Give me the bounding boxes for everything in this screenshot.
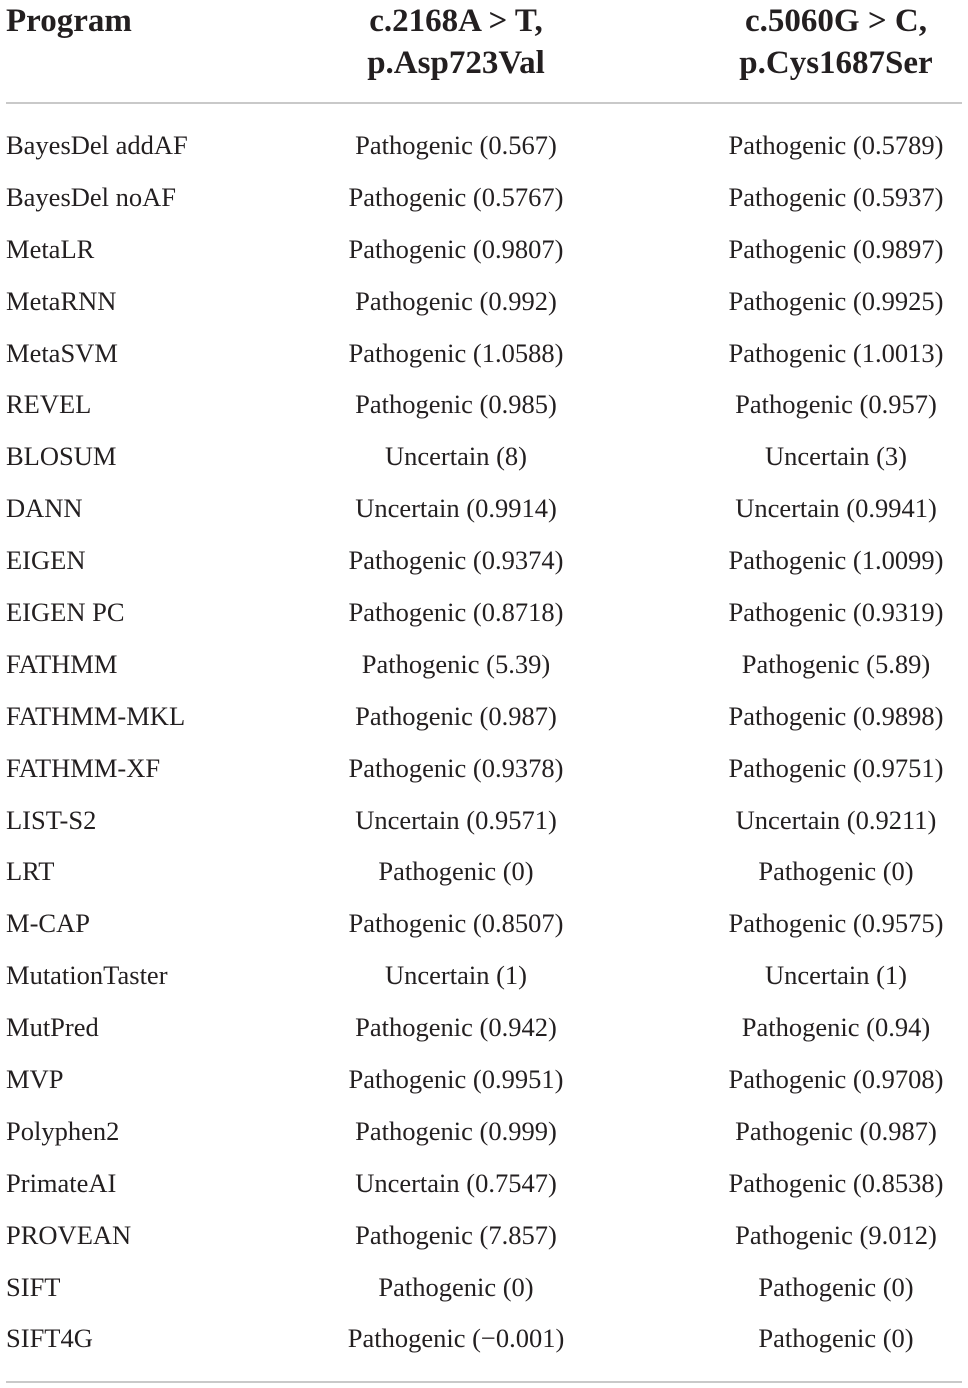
header-variant-1-nucleotide: c.2168A > T, xyxy=(369,3,543,39)
program-cell: FATHMM xyxy=(6,648,118,679)
header-variant-2-protein: p.Cys1687Ser xyxy=(739,45,933,81)
variant-2-cell: Pathogenic (0) xyxy=(758,1271,914,1302)
table-row xyxy=(6,537,962,589)
header-variant-1 xyxy=(306,0,606,84)
variant-2-cell: Pathogenic (0.8538) xyxy=(728,1167,944,1198)
table-row xyxy=(6,1004,962,1056)
variant-1-cell: Uncertain (8) xyxy=(385,441,527,472)
variant-1-cell: Pathogenic (1.0588) xyxy=(348,337,564,368)
table-row xyxy=(6,485,962,537)
variant-1-cell: Pathogenic (0.985) xyxy=(355,389,557,420)
table-row xyxy=(6,1264,962,1316)
header-variant-1-protein: p.Asp723Val xyxy=(367,45,545,81)
header-variant-2-nucleotide: c.5060G > C, xyxy=(745,3,927,39)
variant-2-cell: Pathogenic (0.94) xyxy=(741,1012,931,1043)
program-cell: MutationTaster xyxy=(6,960,168,991)
table-row xyxy=(6,226,962,278)
program-cell: BayesDel addAF xyxy=(6,130,188,160)
table-row xyxy=(6,589,962,641)
program-cell: MetaRNN xyxy=(6,285,117,316)
variant-2-cell: Uncertain (0.9941) xyxy=(735,493,937,524)
variant-2-cell: Pathogenic (0.5789) xyxy=(728,130,944,160)
table-body xyxy=(6,122,962,1367)
variant-1-cell: Pathogenic (0.9951) xyxy=(348,1064,564,1095)
variant-2-cell: Pathogenic (5.89) xyxy=(741,648,931,679)
table-row xyxy=(6,1315,962,1367)
variant-1-cell: Pathogenic (7.857) xyxy=(355,1219,557,1250)
variant-1-cell: Pathogenic (0.9807) xyxy=(348,233,564,264)
variant-1-cell: Pathogenic (0.5767) xyxy=(348,181,564,212)
program-cell: REVEL xyxy=(6,389,92,420)
variant-1-cell: Pathogenic (0.992) xyxy=(355,285,557,316)
table-row xyxy=(6,381,962,433)
table-row xyxy=(6,641,962,693)
program-cell: SIFT4G xyxy=(6,1323,93,1354)
program-cell: MetaSVM xyxy=(6,337,118,368)
header-divider xyxy=(6,102,962,104)
program-cell: BLOSUM xyxy=(6,441,117,472)
header-variant-2 xyxy=(686,0,968,84)
variant-2-cell: Pathogenic (0.9897) xyxy=(728,233,944,264)
table-row xyxy=(6,693,962,745)
table-row xyxy=(6,952,962,1004)
program-cell: PROVEAN xyxy=(6,1219,132,1250)
table-row xyxy=(6,174,962,226)
variant-2-cell: Pathogenic (0.5937) xyxy=(728,181,944,212)
variant-1-cell: Pathogenic (0.9378) xyxy=(348,752,564,783)
variant-1-cell: Uncertain (0.9571) xyxy=(355,804,557,835)
variant-1-cell: Pathogenic (0.567) xyxy=(355,130,557,160)
variant-1-cell: Pathogenic (0.987) xyxy=(355,700,557,731)
variant-1-cell: Uncertain (0.7547) xyxy=(355,1167,557,1198)
variant-1-cell: Pathogenic (−0.001) xyxy=(347,1323,565,1354)
variant-2-cell: Pathogenic (0.9708) xyxy=(728,1064,944,1095)
program-cell: BayesDel noAF xyxy=(6,181,177,212)
program-cell: Polyphen2 xyxy=(6,1115,120,1146)
variant-2-cell: Uncertain (0.9211) xyxy=(735,804,937,835)
program-cell: MutPred xyxy=(6,1012,99,1043)
table-row xyxy=(6,122,962,174)
variant-1-cell: Pathogenic (0) xyxy=(378,856,534,887)
table-row xyxy=(6,1160,962,1212)
table-row xyxy=(6,1212,962,1264)
program-cell: LIST-S2 xyxy=(6,804,97,835)
table-bottom-rule xyxy=(6,1381,962,1383)
variant-2-cell: Pathogenic (0.987) xyxy=(735,1115,937,1146)
program-cell: PrimateAI xyxy=(6,1167,117,1198)
table-row xyxy=(6,433,962,485)
variant-2-cell: Pathogenic (1.0013) xyxy=(728,337,944,368)
variant-1-cell: Uncertain (1) xyxy=(385,960,527,991)
program-cell: EIGEN PC xyxy=(6,597,125,628)
header-program: Program xyxy=(6,3,132,39)
table-row xyxy=(6,1108,962,1160)
variant-1-cell: Pathogenic (0.8507) xyxy=(348,908,564,939)
variant-1-cell: Pathogenic (0.942) xyxy=(355,1012,557,1043)
variant-2-cell: Pathogenic (0.9751) xyxy=(728,752,944,783)
table-row xyxy=(6,330,962,382)
table-row xyxy=(6,900,962,952)
variant-2-cell: Pathogenic (0.9925) xyxy=(728,285,944,316)
program-cell: FATHMM-MKL xyxy=(6,700,186,731)
variant-2-cell: Pathogenic (0.9575) xyxy=(728,908,944,939)
program-cell: LRT xyxy=(6,856,55,887)
variant-1-cell: Pathogenic (0.8718) xyxy=(348,597,564,628)
variant-1-cell: Pathogenic (5.39) xyxy=(361,648,551,679)
variant-2-cell: Pathogenic (0.9319) xyxy=(728,597,944,628)
variant-1-cell: Pathogenic (0) xyxy=(378,1271,534,1302)
table-row xyxy=(6,848,962,900)
program-cell: DANN xyxy=(6,493,83,524)
table-row xyxy=(6,745,962,797)
variant-1-cell: Pathogenic (0.999) xyxy=(355,1115,557,1146)
program-cell: MVP xyxy=(6,1064,64,1095)
program-cell: M-CAP xyxy=(6,908,90,939)
program-cell: MetaLR xyxy=(6,233,95,264)
variant-2-cell: Pathogenic (1.0099) xyxy=(728,545,944,576)
table-header xyxy=(6,0,962,104)
variant-2-cell: Uncertain (3) xyxy=(765,441,907,472)
program-cell: SIFT xyxy=(6,1271,61,1302)
variant-2-cell: Pathogenic (9.012) xyxy=(735,1219,937,1250)
program-cell: EIGEN xyxy=(6,545,86,576)
variant-2-cell: Pathogenic (0) xyxy=(758,856,914,887)
variant-2-cell: Pathogenic (0.957) xyxy=(735,389,937,420)
variant-2-cell: Uncertain (1) xyxy=(765,960,907,991)
variant-2-cell: Pathogenic (0.9898) xyxy=(728,700,944,731)
table-row xyxy=(6,797,962,849)
program-cell: FATHMM-XF xyxy=(6,752,161,783)
variant-1-cell: Pathogenic (0.9374) xyxy=(348,545,564,576)
prediction-table xyxy=(6,0,962,1354)
table-row xyxy=(6,278,962,330)
variant-2-cell: Pathogenic (0) xyxy=(758,1323,914,1354)
variant-1-cell: Uncertain (0.9914) xyxy=(355,493,557,524)
table-row xyxy=(6,1056,962,1108)
